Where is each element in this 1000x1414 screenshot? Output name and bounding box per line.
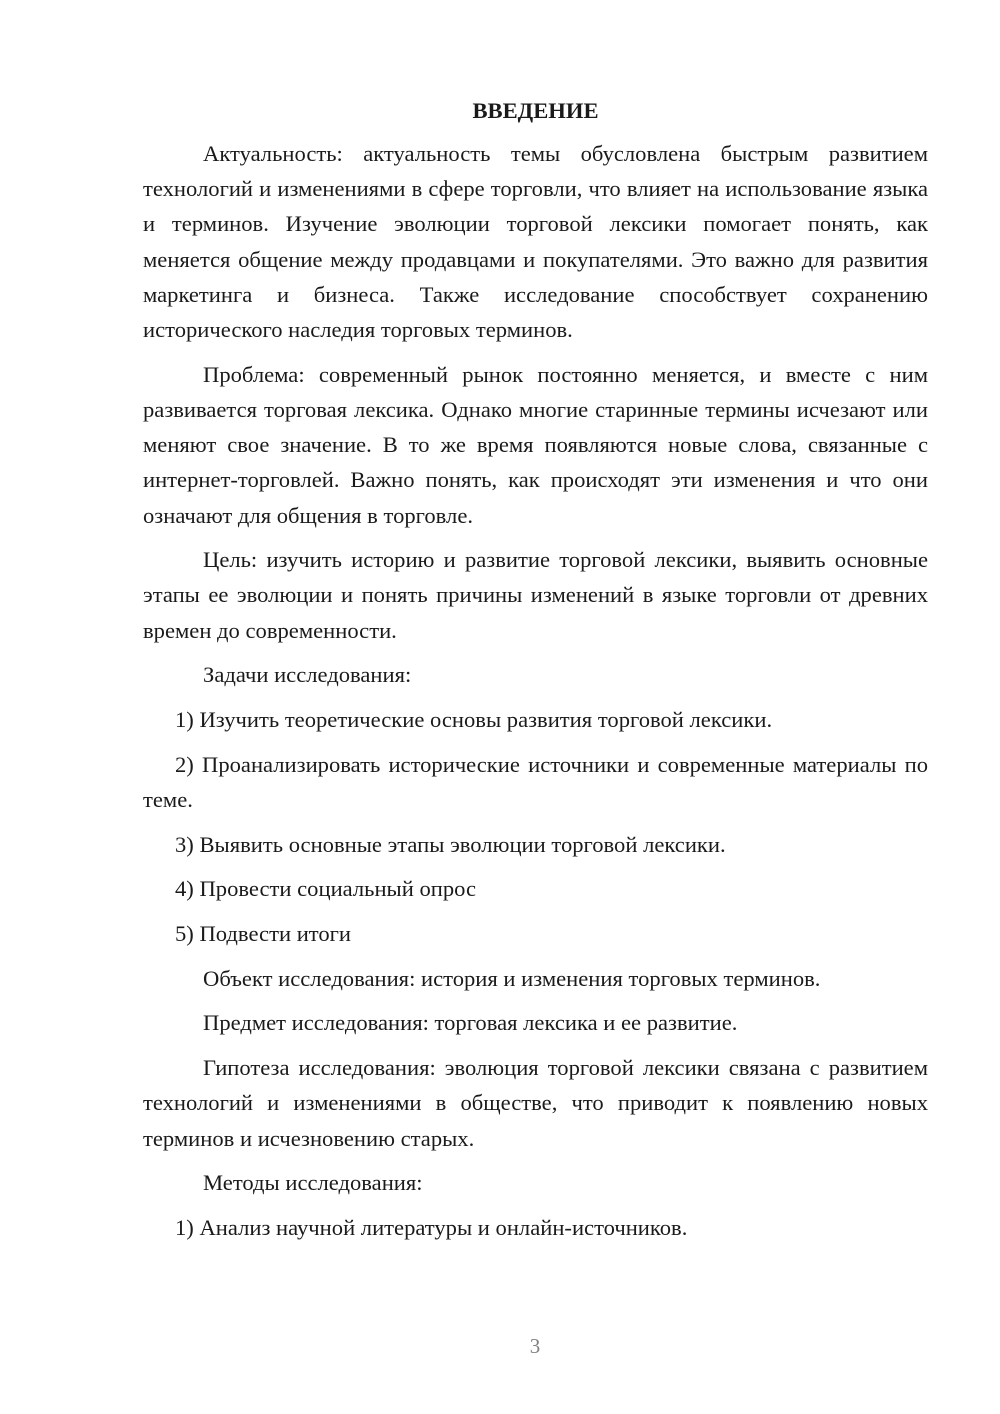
task-item-3: 3) Выявить основные этапы эволюции торговой лексики. bbox=[175, 831, 726, 857]
task-item-1: 1) Изучить теоретические основы развития торговой лексики. bbox=[175, 707, 773, 733]
task-item-2: 2) Проанализировать исторические источники и современные материалы по теме. bbox=[143, 751, 928, 812]
paragraph-problem: Проблема: современный рынок постоянно меняется, и вместе с ним развивается торговая лексика. Однако многие старинные термины исчезают или меняют свое значение. В то же время появляются новые слова, связанные с интернет-торговлей. Важно понять, как происходят эти изменения и что они означают для общения в торговле. bbox=[143, 361, 928, 528]
page-content bbox=[143, 94, 928, 1255]
paragraph-subject: Предмет исследования: торговая лексика и ее развитие. bbox=[203, 1010, 738, 1036]
paragraph-relevance: Актуальность: актуальность темы обусловлена быстрым развитием технологий и изменениями в сфере торговли, что влияет на использование языка и терминов. Изучение эволюции торговой лексики помогает понять, как меняется общение между продавцами и покупателями. Это важно для развития маркетинга и бизнеса. Также исследование способствует сохранению исторического наследия торговых терминов. bbox=[143, 141, 928, 343]
task-item-4: 4) Провести социальный опрос bbox=[175, 876, 477, 902]
paragraph-methods-heading: Методы исследования: bbox=[203, 1170, 423, 1196]
task-item-5: 5) Подвести итоги bbox=[175, 921, 352, 947]
paragraph-tasks-heading: Задачи исследования: bbox=[203, 662, 412, 688]
paragraph-object: Объект исследования: история и изменения торговых терминов. bbox=[203, 965, 821, 991]
page-number: 3 bbox=[529, 1334, 541, 1358]
paragraph-goal: Цель: изучить историю и развитие торговой лексики, выявить основные этапы ее эволюции и понять причины изменений в языке торговли от древних времен до современности. bbox=[143, 547, 928, 643]
method-item-1: 1) Анализ научной литературы и онлайн-источников. bbox=[175, 1214, 688, 1240]
paragraph-hypothesis: Гипотеза исследования: эволюция торговой лексики связана с развитием технологий и изменениями в обществе, что приводит к появлению новых терминов и исчезновению старых. bbox=[143, 1055, 928, 1151]
section-title: ВВЕДЕНИЕ bbox=[472, 98, 599, 123]
